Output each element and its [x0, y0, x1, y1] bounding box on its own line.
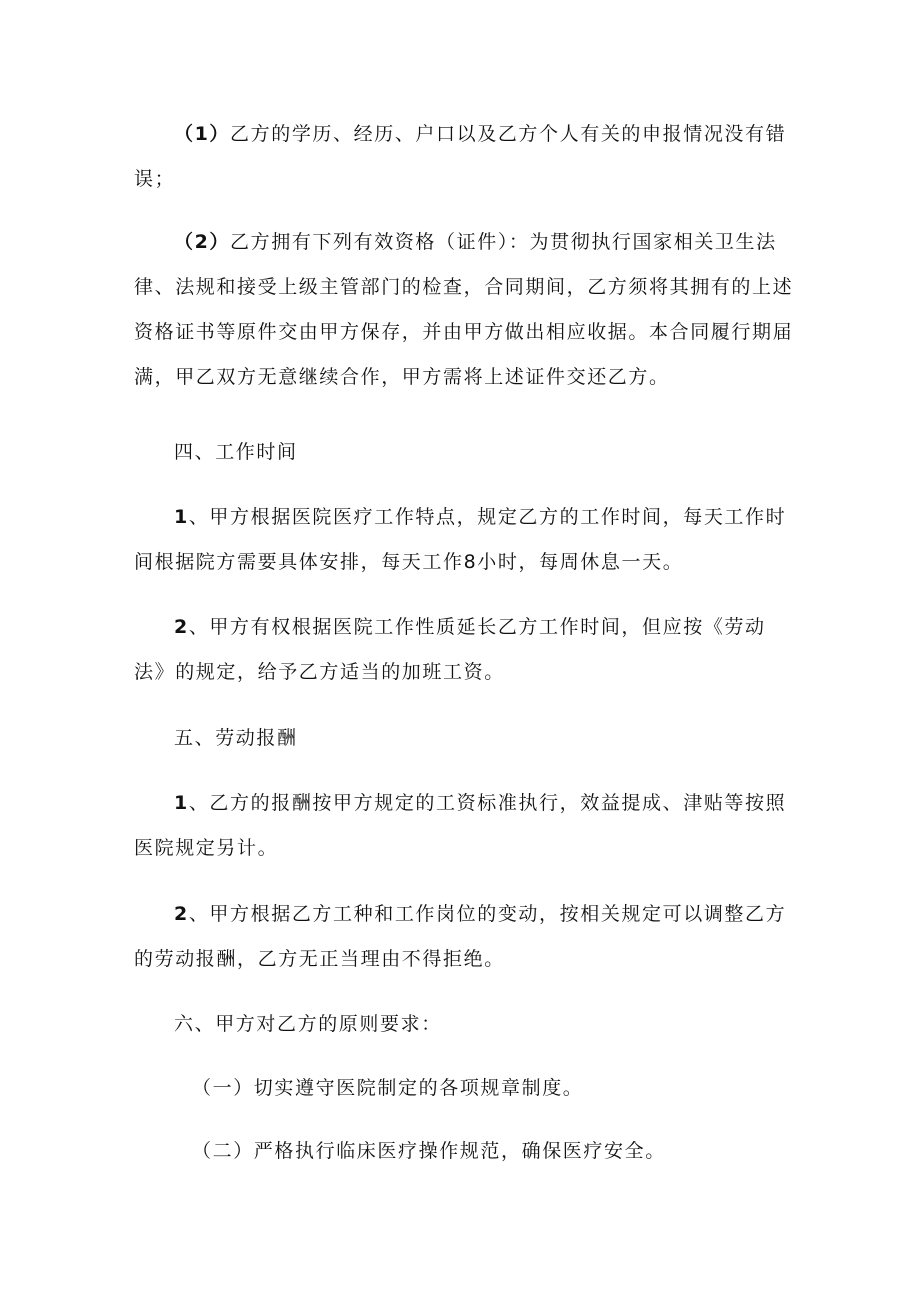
section-heading-5: 五、劳动报酬	[174, 727, 298, 749]
paragraph-5-1-text: 、乙方的报酬按甲方规定的工资标准执行，效益提成、津贴等按照医院规定另计。	[134, 792, 787, 859]
paragraph-1-text: 乙方的学历、经历、户口以及乙方个人有关的申报情况没有错误；	[134, 123, 787, 190]
paragraph-4-1	[134, 495, 794, 585]
paragraph-5-1-marker: 1	[174, 792, 189, 814]
paragraph-2-marker: （2）	[174, 231, 231, 253]
section-heading-4: 四、工作时间	[174, 441, 298, 463]
requirement-1: （一）切实遵守医院制定的各项规章制度。	[192, 1077, 584, 1099]
paragraph-5-1	[134, 781, 794, 871]
section-heading-6: 六、甲方对乙方的原则要求：	[174, 1013, 442, 1035]
paragraph-5-2	[134, 892, 794, 982]
paragraph-5-2-text: 、甲方根据乙方工种和工作岗位的变动，按相关规定可以调整乙方的劳动报酬，乙方无正当理由不得拒绝。	[134, 903, 787, 970]
paragraph-4-2	[134, 605, 794, 695]
paragraph-4-2-marker: 2	[174, 616, 189, 638]
paragraph-4-1-marker: 1	[174, 506, 189, 528]
paragraph-2	[134, 220, 794, 400]
paragraph-1	[134, 112, 794, 202]
paragraph-4-1-text: 、甲方根据医院医疗工作特点，规定乙方的工作时间，每天工作时间根据院方需要具体安排，每天工作8小时，每周休息一天。	[134, 506, 787, 573]
paragraph-1-marker: （1）	[174, 123, 231, 145]
paragraph-2-text: 乙方拥有下列有效资格（证件）：为贯彻执行国家相关卫生法律、法规和接受上级主管部门的检查，合同期间，乙方须将其拥有的上述资格证书等原件交由甲方保存，并由甲方做出相应收据。本合同履行期届满，甲乙双方无意继续合作，甲方需将上述证件交还乙方。	[134, 231, 794, 388]
requirement-2: （二）严格执行临床医疗操作规范，确保医疗安全。	[192, 1140, 666, 1162]
paragraph-5-2-marker: 2	[174, 903, 189, 925]
paragraph-4-2-text: 、甲方有权根据医院工作性质延长乙方工作时间，但应按《劳动法》的规定，给予乙方适当的加班工资。	[134, 616, 766, 683]
